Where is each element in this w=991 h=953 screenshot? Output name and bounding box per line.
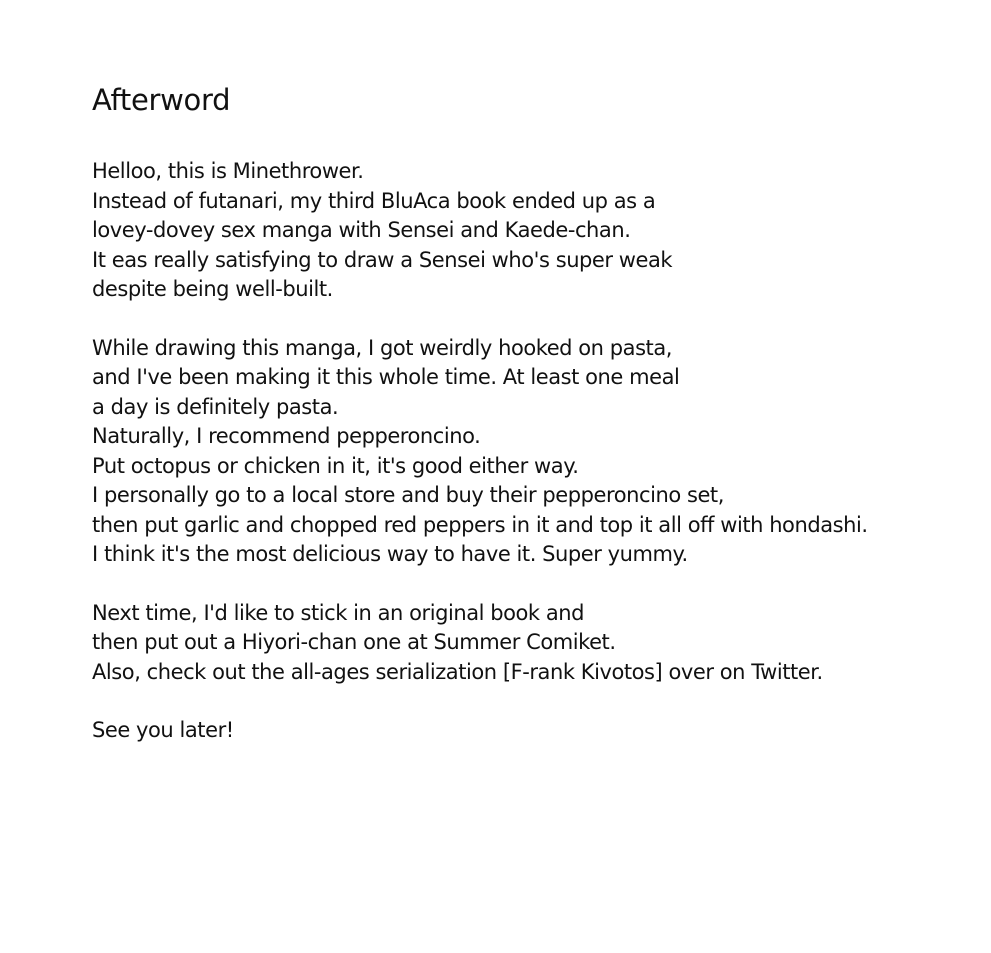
paragraph-pasta: [92, 334, 972, 570]
text-line: I think it's the most delicious way to have it. Super yummy.: [92, 542, 688, 566]
text-line: While drawing this manga, I got weirdly hooked on pasta,: [92, 335, 672, 360]
text-line: Put octopus or chicken in it, it's good either way.: [92, 453, 579, 478]
text-line: Also, check out the all-ages serialization [F-rank Kivotos] over on Twitter.: [92, 659, 823, 684]
paragraph-greeting: [92, 157, 972, 305]
text-line: Helloo, this is Minethrower.: [92, 159, 364, 183]
text-line: despite being well-built.: [92, 277, 333, 301]
text-line: See you later!: [92, 718, 234, 742]
text-line: Naturally, I recommend pepperoncino.: [92, 424, 481, 448]
text-line: a day is definitely pasta.: [92, 394, 339, 419]
afterword-body: [92, 157, 972, 775]
text-line: lovey-dovey sex manga with Sensei and Kaede-chan.: [92, 218, 631, 242]
text-line: then put garlic and chopped red peppers in it and top it all off with hondashi.: [92, 512, 868, 537]
text-line: then put out a Hiyori-chan one at Summer Comiket.: [92, 630, 616, 654]
paragraph-next-time: [92, 599, 972, 688]
text-line: Instead of futanari, my third BluAca book ended up as a: [92, 188, 656, 213]
text-line: and I've been making it this whole time. At least one meal: [92, 365, 680, 389]
text-line: I personally go to a local store and buy their pepperoncino set,: [92, 483, 724, 507]
page-title: Afterword: [92, 83, 231, 117]
text-line: Next time, I'd like to stick in an original book and: [92, 600, 585, 625]
paragraph-signoff: [92, 716, 972, 746]
text-line: It eas really satisfying to draw a Sensei who's super weak: [92, 247, 673, 272]
